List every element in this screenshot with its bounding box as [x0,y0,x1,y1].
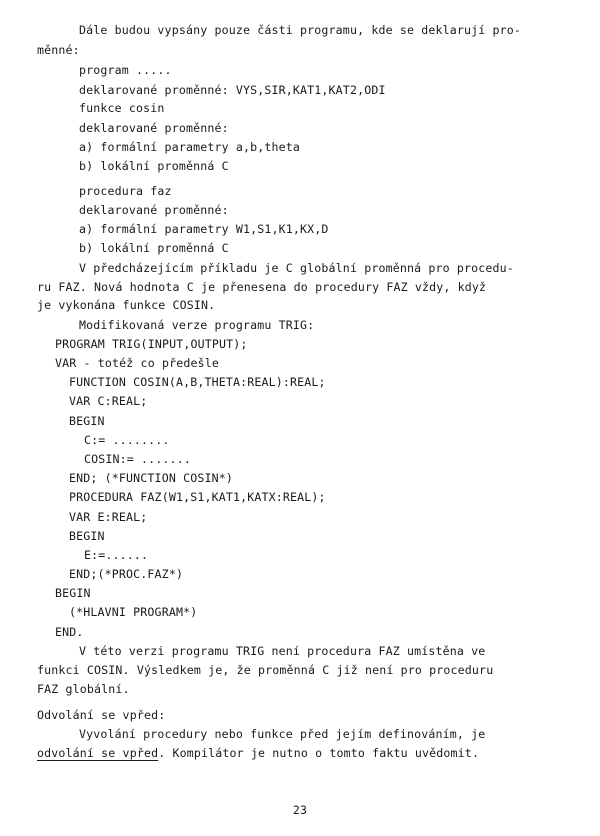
text-line: Dále budou vypsány pouze části programu, kde se deklarují pro- [79,23,522,37]
code-line: FUNCTION COSIN(A,B,THETA:REAL):REAL; [69,375,326,389]
code-line: PROCEDURA FAZ(W1,S1,KAT1,KATX:REAL); [69,490,326,504]
text-line: V této verzi programu TRIG není procedura FAZ umístěna ve [79,644,486,658]
text-line: deklarované proměnné: VYS,SIR,KAT1,KAT2,ODI [79,83,386,97]
text-line: Vyvolání procedury nebo funkce před jejím definováním, je [79,727,486,741]
code-line: VAR - totéž co předešle [55,356,219,370]
code-line: C:= ........ [84,433,170,447]
code-line: END; (*FUNCTION COSIN*) [69,471,233,485]
text-line: program ..... [79,63,172,77]
text-line: a) formální parametry W1,S1,K1,KX,D [79,222,329,236]
text-line: b) lokální proměnná C [79,159,229,173]
text-line: FAZ globální. [37,682,130,696]
text-line: měnné: [37,43,80,57]
text-line: funkci COSIN. Výsledkem je, že proměnná C již není pro proceduru [37,663,494,677]
section-heading: Odvolání se vpřed: [37,708,166,722]
text-line: Modifikovaná verze programu TRIG: [79,318,315,332]
text-line: je vykonána funkce COSIN. [37,298,216,312]
code-line: VAR C:REAL; [69,394,148,408]
code-line: BEGIN [69,414,105,428]
code-line: E:=...... [84,548,149,562]
text-line: a) formální parametry a,b,theta [79,140,301,154]
code-line: BEGIN [55,586,91,600]
code-line: END;(*PROC.FAZ*) [69,567,184,581]
text-line: V předcházejícím příkladu je C globální proměnná pro procedu- [79,261,514,275]
page-number: 23 [292,803,308,817]
code-line: BEGIN [69,529,105,543]
code-line: VAR E:REAL; [69,510,148,524]
underlined-term: odvolání se vpřed [37,746,159,760]
code-line: COSIN:= ....... [84,452,191,466]
text-line: b) lokální proměnná C [79,241,229,255]
code-line: END. [55,625,84,639]
text-line: funkce cosin [79,101,165,115]
text-line [37,745,479,761]
text-line: deklarované proměnné: [79,203,229,217]
text-run: . Kompilátor je nutno o tomto faktu uvědomit. [158,746,480,760]
text-line: deklarované proměnné: [79,121,229,135]
code-line: PROGRAM TRIG(INPUT,OUTPUT); [55,337,248,351]
code-line: (*HLAVNI PROGRAM*) [69,605,198,619]
text-line: procedura faz [79,184,172,198]
text-line: ru FAZ. Nová hodnota C je přenesena do procedury FAZ vždy, když [37,280,487,294]
